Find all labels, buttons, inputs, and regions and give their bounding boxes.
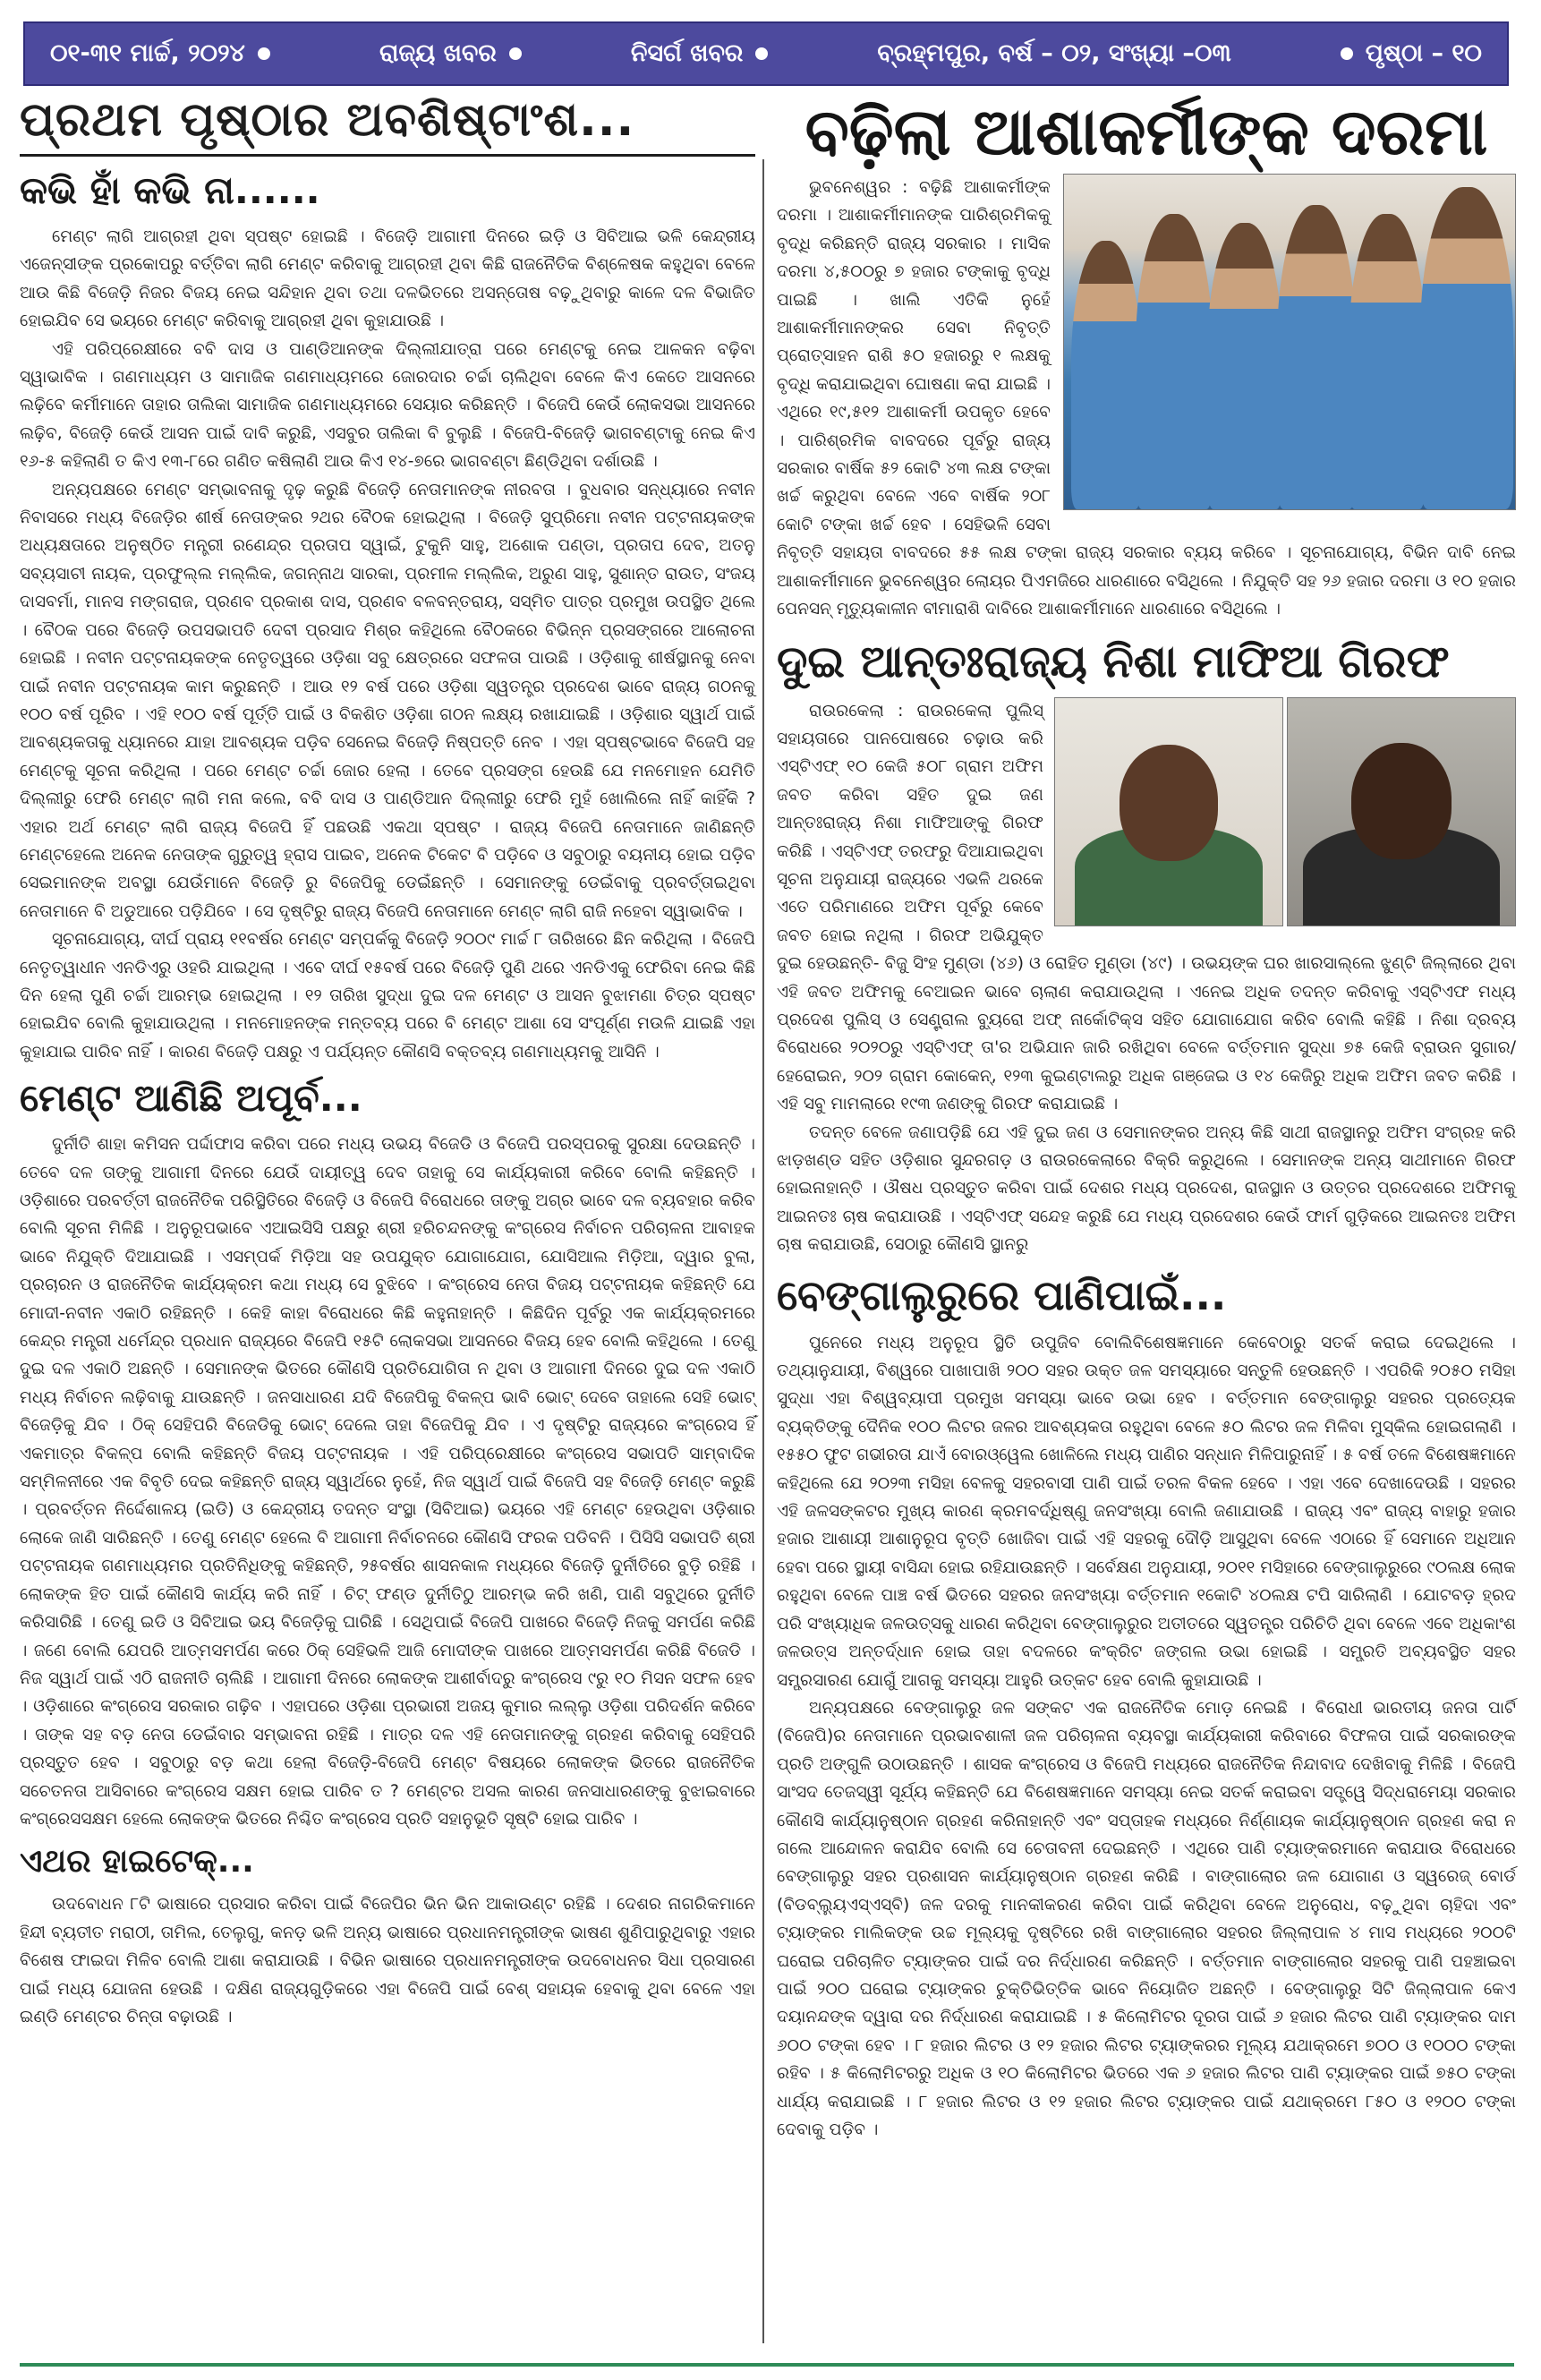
story-paragraph: ସୂଚନାଯୋଗ୍ୟ, ଦୀର୍ଘ ପ୍ରାୟ ୧୧ବର୍ଷର ମେଣ୍ଟ ସମ୍ପର୍କକୁ ବିଜେଡ଼ି ୨୦୦୯ ମାର୍ଚ୍ଚ ୮ ତାରିଖରେ ଛିନ କରିଥିଲା । ବିଜେପି ନେତୃତ୍ୱାଧୀନ ଏନଡିଏରୁ ଓହରି ଯାଇଥିଲା । ଏବେ ଦୀର୍ଘ ୧୫ବର୍ଷ ପରେ ବିଜେଡ଼ି ପୁଣି ଥରେ ଏନଡିଏକୁ ଫେରିବା ନେଇ କିଛି ଦିନ ହେଲା ପୁଣି ଚର୍ଚ୍ଚା ଆରମ୍ଭ ହୋଇଥିଲା । ୧୨ ତାରିଖ ସୁଦ୍ଧା ଦୁଇ ଦଳ ମେଣ୍ଟ ଓ ଆସନ ବୁଝାମଣା ଚିତ୍ର ସ୍ପଷ୍ଟ ହୋଇଯିବ ବୋଲି କୁହାଯାଉଥିଲା । ମନମୋହନଙ୍କ ମନ୍ତବ୍ୟ ପରେ ବି ମେଣ୍ଟ ଆଶା ସେ ସଂପୂର୍ଣ୍ଣ ମଉଳି ଯାଇଛି ଏହା କୁହାଯାଇ ପାରିବ ନାହିଁ । କାରଣ ବିଜେଡ଼ି ପକ୍ଷରୁ ଏ ପର୍ଯ୍ୟନ୍ତ କୌଣସି ବକ୍ତବ୍ୟ ଗଣମାଧ୍ୟମକୁ ଆସିନି । [20, 930, 755, 1062]
story-paragraph: ଉଦବୋଧନ ୮ଟି ଭାଷାରେ ପ୍ରସାର କରିବା ପାଇଁ ବିଜେପିର ଭିନ ଭିନ ଆକାଉଣ୍ଟ ରହିଛି । ଦେଶର ନାଗରିକମାନେ ହିନ୍ଦୀ ବ୍ୟତୀତ ମରାଠୀ, ତାମିଲ, ତେଲୁଗୁ, କନଡ଼ ଭଳି ଅନ୍ୟ ଭାଷାରେ ପ୍ରଧାନମନ୍ତ୍ରୀଙ୍କ ଭାଷଣ ଶୁଣିପାରୁଥିବାରୁ ଏହାର ବିଶେଷ ଫାଇଦା ମିଳିବ ବୋଲି ଆଶା କରାଯାଉଛି । ବିଭିନ ଭାଷାରେ ପ୍ରଧାନମନ୍ତ୍ରୀଙ୍କ ଉଦବୋଧନର ସିଧା ପ୍ରସାରଣ ପାଇଁ ମଧ୍ୟ ଯୋଜନା ହେଉଛି । ଦକ୍ଷିଣ ରାଜ୍ୟଗୁଡ଼ିକରେ ଏହା ବିଜେପି ପାଇଁ ବେଶ୍ ସହାୟକ ହେବାକୁ ଥିବା ବେଳେ ଏହା ଇଣ୍ଡି ମେଣ୍ଟର ଚିନ୍ତା ବଢ଼ାଉଛି । [20, 1895, 755, 2026]
left-column [20, 91, 755, 2031]
story-paragraph: ତଦନ୍ତ ବେଳେ ଜଣାପଡ଼ିଛି ଯେ ଏହି ଦୁଇ ଜଣ ଓ ସେମାନଙ୍କର ଅନ୍ୟ କିଛି ସାଥୀ ରାଜସ୍ଥାନରୁ ଅଫିମ ସଂଗ୍ରହ କରି ଝାଡ଼ଖଣ୍ଡ ସହିତ ଓଡ଼ିଶାର ସୁନ୍ଦରଗଡ଼ ଓ ରାଉରକେଲାରେ ବିକ୍ରି କରୁଥିଲେ । ସେମାନଙ୍କ ଅନ୍ୟ ସାଥୀମାନେ ଗିରଫ ହୋଇନାହାନ୍ତି । ଔଷଧ ପ୍ରସ୍ତୁତ କରିବା ପାଇଁ ଦେଶର ମଧ୍ୟ ପ୍ରଦେଶ, ରାଜସ୍ଥାନ ଓ ଉତ୍ତର ପ୍ରଦେଶରେ ଅଫିମକୁ ଆଇନତଃ ଚାଷ କରାଯାଉଛି । ଏସ୍‌ଟିଏଫ୍ ସନ୍ଦେହ କରୁଛି ଯେ ମଧ୍ୟ ପ୍ରଦେଶର କେଉଁ ଫାର୍ମ ଗୁଡ଼ିକରେ ଆଇନତଃ ଅଫିମ ଚାଷ କରାଯାଉଛି, ସେଠାରୁ କୌଣସି ସ୍ଥାନରୁ [777, 1122, 1516, 1255]
lead-headline: ବଢ଼ିଲା ଆଶାକର୍ମୀଙ୍କ ଦରମା [805, 94, 1488, 169]
story-paragraph: ଭୁବନେଶ୍ୱର : ବଢ଼ିଛି ଆଶାକର୍ମୀଙ୍କ ଦରମା । ଆଶାକର୍ମୀମାନଙ୍କ ପାରିଶ୍ରମିକକୁ ବୃଦ୍ଧି କରିଛନ୍ତି ରାଜ୍ୟ ସରକାର । ମାସିକ ଦରମା ୪,୫୦୦ରୁ ୭ ହଜାର ଟଙ୍କାକୁ ବୃଦ୍ଧି ପାଇଛି । ଖାଲି ଏତିକି ନୁହେଁ ଆଶାକର୍ମୀମାନଙ୍କର ସେବା ନିବୃତ୍ତି ପ୍ରୋତ୍ସାହନ ରାଶି ୫୦ ହଜାରରୁ ୧ ଲକ୍ଷକୁ ବୃଦ୍ଧି କରାଯାଇଥିବା ଘୋଷଣା କରା ଯାଇଛି । ଏଥିରେ ୧୯,୫୧୨ ଆଶାକର୍ମୀ ଉପକୃତ ହେବେ । ପାରିଶ୍ରମିକ ବାବଦରେ ପୂର୍ବରୁ ରାଜ୍ୟ ସରକାର ବାର୍ଷିକ ୫୨ କୋଟି ୪୩ ଲକ୍ଷ ଟଙ୍କା ଖର୍ଚ୍ଚ କରୁଥିବା ବେଳେ ଏବେ ବାର୍ଷିକ ୨୦୮ କୋଟି ଟଙ୍କା ଖର୍ଚ୍ଚ ହେବ । ସେହିଭଳି ସେବା ନିବୃତ୍ତି ସହାୟତା ବାବଦରେ ୫୫ ଲକ୍ଷ ଟଙ୍କା ରାଜ୍ୟ ସରକାର ବ୍ୟୟ କରିବେ । ସୂଚନାଯୋଗ୍ୟ, ବିଭିନ ଦାବି ନେଇ ଆଶାକର୍ମୀମାନେ ଭୁବନେଶ୍ୱର ଲୋୟର ପିଏମଜିରେ ଧାରଣାରେ ବସିଥିଲେ । ନିଯୁକ୍ତି ସହ ୨୬ ହଜାର ଦରମା ଓ ୧୦ ହଜାର ପେନସନ୍ ମୃତ୍ୟୁକାଳୀନ ବୀମାରାଶି ଦାବିରେ ଆଶାକର୍ମୀମାନେ ଧାରଣାରେ ବସିଥିଲେ । [777, 178, 1517, 619]
section-label: ନିସର୍ଗ ଖବର [630, 39, 744, 67]
bullet-icon [509, 47, 522, 60]
masthead-date [50, 39, 270, 68]
accused-photo-1 [1054, 697, 1283, 926]
person-figure [1071, 241, 1141, 509]
masthead [23, 21, 1509, 86]
story-title: ଏଥର ହାଇଟେକ୍... [20, 1843, 254, 1881]
person-figure [1207, 223, 1282, 509]
person-figure [1349, 214, 1426, 509]
column-divider [762, 159, 764, 2343]
face [1351, 743, 1452, 859]
story-paragraph: ଅନ୍ୟପକ୍ଷରେ ବେଙ୍ଗାଲୁରୁ ଜଳ ସଙ୍କଟ ଏକ ରାଜନୈତିକ ମୋଡ଼ ନେଇଛି । ବିରୋଧୀ ଭାରତୀୟ ଜନତା ପାର୍ଟି (ବିଜେପି)ର ନେତାମାନେ ପ୍ରଭାବଶାଳୀ ଜଳ ପରିଚାଳନା ବ୍ୟବସ୍ଥା କାର୍ଯ୍ୟକାରୀ କରିବାରେ ବିଫଳତା ପାଇଁ ସରକାରଙ୍କ ପ୍ରତି ଅଙ୍ଗୁଳି ଉଠାଉଛନ୍ତି । ଶାସକ କଂଗ୍ରେସ ଓ ବିଜେପି ମଧ୍ୟରେ ରାଜନୈତିକ ନିନ୍ଦାବାଦ ଦେଖିବାକୁ ମିଳିଛି । ବିଜେପି ସାଂସଦ ତେଜସ୍ୱୀ ସୂର୍ଯ୍ୟ କହିଛନ୍ତି ଯେ ବିଶେଷଜ୍ଞମାନେ ସମସ୍ୟା ନେଇ ସତର୍କ କରାଇବା ସତ୍ତ୍ୱେ ସିଦ୍ଧରାମେୟା ସରକାର କୌଣସି କାର୍ଯ୍ୟାନୁଷ୍ଠାନ ଗ୍ରହଣ କରିନାହାନ୍ତି ଏବଂ ସପ୍ତାହକ ମଧ୍ୟରେ ନିର୍ଣ୍ଣାୟକ କାର୍ଯ୍ୟାନୁଷ୍ଠାନ ଗ୍ରହଣ କରା ନ ଗଲେ ଆନ୍ଦୋଳନ କରାଯିବ ବୋଲି ସେ ଚେତାବନୀ ଦେଇଛନ୍ତି । ଏଥିରେ ପାଣି ଟ୍ୟାଙ୍କରମାନେ କରାଯାଉ ବିରୋଧରେ ବେଙ୍ଗାଲୁରୁ ସହର ପ୍ରଶାସନ କାର୍ଯ୍ୟାନୁଷ୍ଠାନ ଗ୍ରହଣ କରିଛି । ବାଙ୍ଗାଲୋର ଜଳ ଯୋଗାଣ ଓ ସ୍ୱରେଜ୍ ବୋର୍ଡ (ବିଡବ୍ଲ୍ୟୁଏସ୍‌ଏସ୍‌ବି) ଜଳ ଦରକୁ ମାନକୀକରଣ କରିବା ପାଇଁ କରିଥିବା ବେଳେ ଅନୁରୋଧ, ବଢ଼ୁଥିବା ଚାହିଦା ଏବଂ ଟ୍ୟାଙ୍କର ମାଲିକଙ୍କ ଉଚ୍ଚ ମୂଲ୍ୟକୁ ଦୃଷ୍ଟିରେ ରଖି ବାଙ୍ଗାଲୋର ସହରର ଜିଲ୍ଲାପାଳ ୪ ମାସ ମଧ୍ୟରେ ୨୦୦ଟି ଘରୋଇ ପରିଚାଳିତ ଟ୍ୟାଙ୍କର ପାଇଁ ଦର ନିର୍ଦ୍ଧାରଣ କରିଛନ୍ତି । ବର୍ତ୍ତମାନ ବାଙ୍ଗାଲୋର ସହରକୁ ପାଣି ପହଞ୍ଚାଇବା ପାଇଁ ୨୦୦ ଘରୋଇ ଟ୍ୟାଙ୍କର ଚୁକ୍ତିଭିତ୍ତିକ ଭାବେ ନିୟୋଜିତ ଅଛନ୍ତି । ବେଙ୍ଗାଲୁରୁ ସିଟି ଜିଲ୍ଲାପାଳ କେଏ ଦୟାନନ୍ଦଙ୍କ ଦ୍ୱାରା ଦର ନିର୍ଦ୍ଧାରଣ କରାଯାଇଛି । ୫ କିଲୋମିଟର ଦୂରତା ପାଇଁ ୬ ହଜାର ଲିଟର ପାଣି ଟ୍ୟାଙ୍କର ଦାମ ୬୦୦ ଟଙ୍କା ହେବ । ୮ ହଜାର ଲିଟର ଓ ୧୨ ହଜାର ଲିଟର ଟ୍ୟାଙ୍କରର ମୂଲ୍ୟ ଯଥାକ୍ରମେ ୭୦୦ ଓ ୧୦୦୦ ଟଙ୍କା ରହିବ । ୫ କିଲୋମିଟରରୁ ଅଧିକ ଓ ୧୦ କିଲୋମିଟର ଭିତରେ ଏକ ୬ ହଜାର ଲିଟର ପାଣି ଟ୍ୟାଙ୍କର ପାଇଁ ୭୫୦ ଟଙ୍କା ଧାର୍ଯ୍ୟ କରାଯାଇଛି । ୮ ହଜାର ଲିଟର ଓ ୧୨ ହଜାର ଲିଟର ଟ୍ୟାଙ୍କର ପାଇଁ ଯଥାକ୍ରମେ ୮୫୦ ଓ ୧୨୦୦ ଟଙ୍କା ଦେବାକୁ ପଡ଼ିବ । [777, 1698, 1516, 2139]
story-title: ଦୁଇ ଆନ୍ତଃରାଜ୍ୟ ନିଶା ମାଫିଆ ଗିରଫ [777, 635, 1450, 687]
person-figure [1136, 214, 1213, 509]
masthead-page [1341, 39, 1482, 68]
bullet-icon [755, 47, 768, 60]
mafia-story [777, 697, 1516, 1259]
person-figure [1277, 205, 1356, 509]
masthead-section-nature [631, 39, 768, 68]
lead-story [777, 174, 1516, 624]
face [1120, 745, 1218, 861]
issue-text: ବ୍ରହ୍ମପୁର, ବର୍ଷ – ୦୨, ସଂଖ୍ୟା –୦୩ [877, 39, 1231, 67]
story-title: କଭି ହାଁ କଭି ନା...... [20, 168, 320, 212]
story-paragraph: ଏହି ପରିପ୍ରେକ୍ଷୀରେ ବବି ଦାସ ଓ ପାଣ୍ଡିଆନଙ୍କ ଦିଲ୍ଲୀଯାତ୍ରା ପରେ ମେଣ୍ଟକୁ ନେଇ ଆଳକନ ବଢ଼ିବା ସ୍ୱାଭାବିକ । ଗଣମାଧ୍ୟମ ଓ ସାମାଜିକ ଗଣମାଧ୍ୟମରେ ଜୋରଦାର ଚର୍ଚ୍ଚା ଚାଲିଥିବା ବେଳେ କିଏ କେତେ ଆସନରେ ଲଢ଼ିବେ କର୍ମୀମାନେ ତାହାର ତାଲିକା ସାମାଜିକ ଗଣମାଧ୍ୟମରେ ସେୟାର କରିଛନ୍ତି । ବିଜେପି କେଉଁ ଲୋକସଭା ଆସନରେ ଲଢ଼ିବ, ବିଜେଡ଼ି କେଉଁ ଆସନ ପାଇଁ ଦାବି କରୁଛି, ଏସବୁର ତାଲିକା ବି ବୁଲୁଛି । ବିଜେପି-ବିଜେଡ଼ି ଭାଗବଣ୍ଟାକୁ ନେଇ କିଏ ୧୬-୫ କହିଲାଣି ତ କିଏ ୧୩-୮ରେ ଗଣିତ କଷିଲାଣି ଆଉ କିଏ ୧୪-୭ରେ ଭାଗବଣ୍ଟା ଛିଣ୍ଡିଥିବା ଦର୍ଶାଉଛି । [20, 339, 755, 472]
date-text: ୦୧-୩୧ ମାର୍ଚ୍ଚ, ୨୦୨୪ [50, 39, 245, 67]
accused-photo-2 [1287, 697, 1516, 926]
person-figure [1420, 187, 1513, 509]
masthead-issue [877, 39, 1230, 68]
accused-photos [1054, 697, 1516, 926]
story-paragraph: ଦୁର୍ନୀତି ଶାହା କମିସନ ପର୍ଦ୍ଦାଫାସ କରିବା ପରେ ମଧ୍ୟ ଉଭୟ ବିଜେଡି ଓ ବିଜେପି ପରସ୍ପରକୁ ସୁରକ୍ଷା ଦେଉଛନ୍ତି । ତେବେ ଦଳ ତାଙ୍କୁ ଆଗାମୀ ଦିନରେ ଯେଉଁ ଦାୟୀତ୍ୱ ଦେବ ତାହାକୁ ସେ କାର୍ଯ୍ୟକାରୀ କରିବେ ବୋଲି କହିଛନ୍ତି । ଓଡ଼ିଶାରେ ପରବର୍ତ୍ତୀ ରାଜନୈତିକ ପରିସ୍ଥିତିରେ ବିଜେଡ଼ି ଓ ବିଜେପି ବିରୋଧରେ ତାଙ୍କୁ ଅଗ୍ର ଭାବେ ଦଳ ବ୍ୟବହାର କରିବ ବୋଲି ସୂଚନା ମିଳିଛି । ଅନୁରୂପଭାବେ ଏଆଇସିସି ପକ୍ଷରୁ ଶ୍ରୀ ହରିଚନ୍ଦନଙ୍କୁ କଂଗ୍ରେସ ନିର୍ବାଚନ ପରିଚାଳନା ଆବାହକ ଭାବେ ନିଯୁକ୍ତି ଦିଆଯାଇଛି । ଏସମ୍ପର୍କ ମିଡ଼ିଆ ସହ ଉପଯୁକ୍ତ ଯୋଗାଯୋଗ, ଯୋସିଆଲ ମିଡ଼ିଆ, ଦ୍ୱାର ବୁଲା, ପ୍ରଚାରନ ଓ ରାଜନୈତିକ କାର୍ଯ୍ୟକ୍ରମ କଥା ମଧ୍ୟ ସେ ବୁଝିବେ । କଂଗ୍ରେସ ନେତା ବିଜୟ ପଟ୍ଟନାୟକ କହିଛନ୍ତି ଯେ ମୋଦୀ-ନବୀନ ଏକାଠି ରହିଛନ୍ତି । କେହି କାହା ବିରୋଧରେ କିଛି କହୁନାହାନ୍ତି । କିଛିଦିନ ପୂର୍ବରୁ ଏକ କାର୍ଯ୍ୟକ୍ରମରେ କେନ୍ଦ୍ର ମନ୍ତ୍ରୀ ଧର୍ମେନ୍ଦ୍ର ପ୍ରଧାନ ରାଜ୍ୟରେ ବିଜେପି ୧୫ଟି ଲୋକସଭା ଆସନରେ ବିଜୟ ହେବ ବୋଲି କହିଥିଲେ । ତେଣୁ ଦୁଇ ଦଳ ଏକାଠି ଅଛନ୍ତି । ସେମାନଙ୍କ ଭିତରେ କୌଣସି ପ୍ରତିଯୋଗିତା ନ ଥିବା ଓ ଆଗାମୀ ଦିନରେ ଦୁଇ ଦଳ ଏକାଠି ମଧ୍ୟ ନିର୍ବାଚନ ଲଢ଼ିବାକୁ ଯାଉଛନ୍ତି । ଜନସାଧାରଣ ଯଦି ବିଜେପିକୁ ବିକଳ୍ପ ଭାବି ଭୋଟ୍ ଦେବେ ତାହାଲେ ସେହି ଭୋଟ୍ ବିଜେଡ଼ିକୁ ଯିବ । ଠିକ୍ ସେହିପରି ବିଜେଡିକୁ ଭୋଟ୍ ଦେଲେ ତାହା ବିଜେପିକୁ ଯିବ । ଏ ଦୃଷ୍ଟିରୁ ରାଜ୍ୟରେ କଂଗ୍ରେସ ହିଁ ଏକମାତ୍ର ବିକଳ୍ପ ବୋଲି କହିଛନ୍ତି ବିଜୟ ପଟ୍ଟନାୟକ । ଏହି ପରିପ୍ରେକ୍ଷୀରେ କଂଗ୍ରେସ ସଭାପତି ସାମ୍ବାଦିକ ସମ୍ମିଳନୀରେ ଏକ ବିବୃତି ଦେଇ କହିଛନ୍ତି ରାଜ୍ୟ ସ୍ୱାର୍ଥରେ ନୁହେଁ, ନିଜ ସ୍ୱାର୍ଥ ପାଇଁ ବିଜେପି ସହ ବିଜେଡ଼ି ମେଣ୍ଟ କରୁଛି । ପ୍ରବର୍ତ୍ତନ ନିର୍ଦ୍ଦେଶାଳୟ (ଇଡି) ଓ କେନ୍ଦ୍ରୀୟ ତଦନ୍ତ ସଂସ୍ଥା (ସିବିଆଇ) ଭୟରେ ଏହି ମେଣ୍ଟ ହେଉଥିବା ଓଡ଼ିଶାର ଲୋକେ ଜାଣି ସାରିଛନ୍ତି । ତେଣୁ ମେଣ୍ଟ ହେଲେ ବି ଆଗାମୀ ନିର୍ବାଚନରେ କୌଣସି ଫରକ ପଡିବନି । ପିସିସି ସଭାପତି ଶ୍ରୀ ପଟ୍ଟନାୟକ ଗଣମାଧ୍ୟମର ପ୍ରତିନିଧିଙ୍କୁ କହିଛନ୍ତି, ୨୫ବର୍ଷର ଶାସନକାଳ ମଧ୍ୟରେ ବିଜେଡ଼ି ଦୁର୍ନୀତିରେ ବୁଡ଼ି ରହିଛି । ଲୋକଙ୍କ ହିତ ପାଇଁ କୌଣସି କାର୍ଯ୍ୟ କରି ନାହିଁ । ଚିଟ୍ ଫଣ୍ଡ ଦୁର୍ନୀତିଠୁ ଆରମ୍ଭ କରି ଖଣି, ପାଣି ସବୁଥିରେ ଦୁର୍ନୀତି କରିସାରିଛି । ତେଣୁ ଇଡି ଓ ସିବିଆଇ ଭୟ ବିଜେଡ଼ିକୁ ଘାରିଛି । ସେଥିପାଇଁ ବିଜେପି ପାଖରେ ବିଜେଡ଼ି ନିଜକୁ ସମର୍ପଣ କରିଛି । ଜଣେ ବୋଲି ଯେପରି ଆତ୍ମସମର୍ପଣ କରେ ଠିକ୍ ସେହିଭଳି ଆଜି ମୋଦୀଙ୍କ ପାଖରେ ଆତ୍ମସମର୍ପଣ କରିଛି ବିଜେଡି । ନିଜ ସ୍ୱାର୍ଥ ପାଇଁ ଏଠି ରାଜନୀତି ଚାଲିଛି । ଆଗାମୀ ଦିନରେ ଲୋକଙ୍କ ଆଶୀର୍ବାଦରୁ କଂଗ୍ରେସ ୯ରୁ ୧୦ ମିସନ ସଫଳ ହେବ । ଓଡ଼ିଶାରେ କଂଗ୍ରେସ ସରକାର ଗଢ଼ିବ । ଏହାପରେ ଓଡ଼ିଶା ପ୍ରଭାରୀ ଅଜୟ କୁମାର ଲଲ୍ଲୁ ଓଡ଼ିଶା ପରିଦର୍ଶନ କରିବେ । ତାଙ୍କ ସହ ବଡ଼ ନେତା ଡେଇଁବାର ସମ୍ଭାବନା ରହିଛି । ମାତ୍ର ଦଳ ଏହି ନେତାମାନଙ୍କୁ ଗ୍ରହଣ କରିବାକୁ ସେହିପରି ପ୍ରସ୍ତୁତ ହେବ । ସବୁଠାରୁ ବଡ଼ କଥା ହେଲା ବିଜେଡ଼ି-ବିଜେପି ମେଣ୍ଟ ବିଷୟରେ ଲୋକଙ୍କ ଭିତରେ ରାଜନୈତିକ ସଚେତନତା ଆସିବାରେ କଂଗ୍ରେସ ସକ୍ଷମ ହୋଇ ପାରିବ ତ ? ମେଣ୍ଟର ଅସଲ କାରଣ ଜନସାଧାରଣଙ୍କୁ ବୁଝାଇବାରେ କଂଗ୍ରେସସକ୍ଷମ ହେଲେ ଲୋକଙ୍କ ଭିତରେ ନିଶ୍ଚିତ କଂଗ୍ରେସ ପ୍ରତି ସହାନୁଭୂତି ସୃଷ୍ଟି ହୋଇ ପାରିବ । [20, 1135, 755, 1829]
story-title: ମେଣ୍ଟ ଆଣିଛି ଅପୂର୍ବ... [20, 1076, 362, 1121]
continuation-banner: ପ୍ରଥମ ପୃଷ୍ଠାର ଅବଶିଷ୍ଟାଂଶ... [20, 91, 755, 157]
story-paragraph: ମେଣ୍ଟ ଲାଗି ଆଗ୍ରହୀ ଥିବା ସ୍ପଷ୍ଟ ହୋଇଛି । ବିଜେଡ଼ି ଆଗାମୀ ଦିନରେ ଇଡ଼ି ଓ ସିବିଆଇ ଭଳି କେନ୍ଦ୍ରୀୟ ଏଜେନ୍ସୀଙ୍କ ପ୍ରକୋପରୁ ବର୍ତ୍ତିବା ଲାଗି ମେଣ୍ଟ କରିବାକୁ ଆଗ୍ରହୀ ଥିବା କିଛି ରାଜନୈତିକ ବିଶ୍ଳେଷକ କହୁଥିବା ବେଳେ ଆଉ କିଛି ବିଜେଡ଼ି ନିଜର ବିଜୟ ନେଇ ସନ୍ଦିହାନ ଥିବା ତଥା ଦଳଭିତରେ ଅସନ୍ତୋଷ ବଢ଼ୁଥିବାରୁ କାଳେ ଦଳ ବିଭାଜିତ ହୋଇଯିବ ସେ ଭୟରେ ମେଣ୍ଟ କରିବାକୁ ଆଗ୍ରହୀ ଥିବା କୁହାଯାଉଛି । [20, 227, 755, 331]
story-paragraph: ପୁନେରେ ମଧ୍ୟ ଅନୁରୂପ ସ୍ଥିତି ଉପୁଜିବ ବୋଲିବିଶେଷଜ୍ଞମାନେ କେବେଠାରୁ ସତର୍କ କରାଇ ଦେଇଥିଲେ । ତଥ୍ୟାନୁଯାୟୀ, ବିଶ୍ୱରେ ପାଖାପାଖି ୨୦୦ ସହର ଉକ୍ତ ଜଳ ସମସ୍ୟାରେ ସନ୍ତୁଳି ହେଉଛନ୍ତି । ଏପରିକି ୨୦୫୦ ମସିହା ସୁଦ୍ଧା ଏହା ବିଶ୍ୱବ୍ୟାପୀ ପ୍ରମୁଖ ସମସ୍ୟା ଭାବେ ଉଭା ହେବ । ବର୍ତ୍ତମାନ ବେଙ୍ଗାଲୁରୁ ସହରର ପ୍ରତ୍ୟେକ ବ୍ୟକ୍ତିଙ୍କୁ ଦୈନିକ ୧୦୦ ଲିଟର ଜଳର ଆବଶ୍ୟକତା ରହୁଥିବା ବେଳେ ୫୦ ଲିଟର ଜଳ ମିଳିବା ମୁସ୍କିଲ ହୋଇଗଲାଣି । ୧୫୫୦ ଫୁଟ ଗଭୀରତା ଯାଏଁ ବୋରଓ୍ୱେଲ ଖୋଳିଲେ ମଧ୍ୟ ପାଣିର ସନ୍ଧାନ ମିଳିପାରୁନାହିଁ । ୫ ବର୍ଷ ତଳେ ବିଶେଷଜ୍ଞମାନେ କହିଥିଲେ ଯେ ୨୦୨୩ ମସିହା ବେଳକୁ ସହରବାସୀ ପାଣି ପାଇଁ ତରଳ ବିକଳ ହେବେ । ଏହା ଏବେ ଦେଖାଦେଉଛି । ସହରର ଏହି ଜଳସଙ୍କଟର ମୁଖ୍ୟ କାରଣ କ୍ରମବର୍ଦ୍ଧିଷ୍ଣୁ ଜନସଂଖ୍ୟା ବୋଲି ଜଣାଯାଉଛି । ରାଜ୍ୟ ଏବଂ ରାଜ୍ୟ ବାହାରୁ ହଜାର ହଜାର ଆଶାୟୀ ଆଶାନୁରୂପ ବୃତ୍ତି ଖୋଜିବା ପାଇଁ ଏହି ସହରକୁ ଦୌଡ଼ି ଆସୁଥିବା ବେଳେ ଏଠାରେ ହିଁ ସେମାନେ ଅଧିଆନ ହେବା ପରେ ସ୍ଥାୟୀ ବାସିନ୍ଦା ହୋଇ ରହିଯାଉଛନ୍ତି । ସର୍ବେକ୍ଷଣ ଅନୁଯାୟୀ, ୨୦୧୧ ମସିହାରେ ବେଙ୍ଗାଲୁରୁରେ ୯୦ଲକ୍ଷ ଲୋକ ରହୁଥିବା ବେଳେ ପାଞ୍ଚ ବର୍ଷ ଭିତରେ ସହରର ଜନସଂଖ୍ୟା ବର୍ତ୍ତମାନ ୧କୋଟି ୪୦ଲକ୍ଷ ଟପି ସାରିଲାଣି । ଯୋଟବଡ଼ ହ୍ରଦ ପରି ସଂଖ୍ୟାଧିକ ଜଳଉତ୍ସକୁ ଧାରଣ କରିଥିବା ବେଙ୍ଗାଲୁରୁର ଅତୀତରେ ସ୍ୱତନ୍ତ୍ର ପରିଚିତି ଥିବା ବେଳେ ଏବେ ଅଧିକାଂଶ ଜଳଉତ୍ସ ଅନ୍ତର୍ଦ୍ଧାନ ହୋଇ ତାହା ବଦଳରେ କଂକ୍ରିଟ ଜଙ୍ଗଲ ଉଭା ହୋଇଛି । ସମ୍ପ୍ରତି ଅବ୍ୟବସ୍ଥିତ ସହର ସମ୍ପ୍ରସାରଣ ଯୋଗୁଁ ଆଗକୁ ସମସ୍ୟା ଆହୁରି ଉତ୍କଟ ହେବ ବୋଲି କୁହାଯାଉଛି । [777, 1333, 1516, 1690]
footer-rule [20, 2363, 1514, 2367]
story-title: ବେଙ୍ଗାଲୁରୁରେ ପାଣିପାଇଁ... [777, 1270, 1227, 1319]
story-paragraph: ଅନ୍ୟପକ୍ଷରେ ମେଣ୍ଟ ସମ୍ଭାବନାକୁ ଦୃଢ଼ କରୁଛି ବିଜେଡ଼ି ନେତାମାନଙ୍କ ନୀରବତା । ବୁଧବାର ସନ୍ଧ୍ୟାରେ ନବୀନ ନିବାସରେ ମଧ୍ୟ ବିଜେଡ଼ିର ଶୀର୍ଷ ନେତାଙ୍କର ୨ଥର ବୈଠକ ହୋଇଥିଲା । ବିଜେଡ଼ି ସୁପ୍ରିମୋ ନବୀନ ପଟ୍ଟନାୟକଙ୍କ ଅଧ୍ୟକ୍ଷତାରେ ଅନୁଷ୍ଠିତ ମନ୍ତ୍ରୀ ରଣେନ୍ଦ୍ର ପ୍ରତାପ ସ୍ୱାଇଁ, ଟୁକୁନି ସାହୁ, ଅଶୋକ ପଣ୍ଡା, ପ୍ରତାପ ଦେବ, ଅତନୁ ସବ୍ୟସାଚୀ ନାୟକ, ପ୍ରଫୁଲ୍ଲ ମଲ୍ଲିକ, ଜଗନ୍ନାଥ ସାରକା, ପ୍ରମୀଳ ମଲ୍ଲିକ, ଅରୁଣ ସାହୁ, ସୁଶାନ୍ତ ରାଉତ, ସଂଜୟ ଦାସବର୍ମା, ମାନସ ମଙ୍ଗରାଜ, ପ୍ରଣବ ପ୍ରକାଶ ଦାସ, ପ୍ରଣବ ବଳବନ୍ତରାୟ, ସସ୍ମିତ ପାତ୍ର ପ୍ରମୁଖ ଉପସ୍ଥିତ ଥିଲେ । ବୈଠକ ପରେ ବିଜେଡ଼ି ଉପସଭାପତି ଦେବୀ ପ୍ରସାଦ ମିଶ୍ର କହିଥିଲେ ବୈଠକରେ ବିଭିନ୍ନ ପ୍ରସଙ୍ଗରେ ଆଲୋଚନା ହୋଇଛି । ନବୀନ ପଟ୍ଟନାୟକଙ୍କ ନେତୃତ୍ୱରେ ଓଡ଼ିଶା ସବୁ କ୍ଷେତ୍ରରେ ସଫଳତା ପାଉଛି । ଓଡ଼ିଶାକୁ ଶୀର୍ଷସ୍ଥାନକୁ ନେବା ପାଇଁ ନବୀନ ପଟ୍ଟନାୟକ କାମ କରୁଛନ୍ତି । ଆଉ ୧୨ ବର୍ଷ ପରେ ଓଡ଼ିଶା ସ୍ୱତନ୍ତ୍ର ପ୍ରଦେଶ ଭାବେ ରାଜ୍ୟ ଗଠନକୁ ୧୦୦ ବର୍ଷ ପୂରିବ । ଏହି ୧୦୦ ବର୍ଷ ପୂର୍ତ୍ତି ପାଇଁ ଓ ବିକଶିତ ଓଡ଼ିଶା ଗଠନ ଲକ୍ଷ୍ୟ ରଖାଯାଇଛି । ଓଡ଼ିଶାର ସ୍ୱାର୍ଥ ପାଇଁ ଆବଶ୍ୟକତାକୁ ଧ୍ୟାନରେ ଯାହା ଆବଶ୍ୟକ ପଡ଼ିବ ସେନେଇ ବିଜେଡ଼ି ନିଷ୍ପତ୍ତି ନେବ । ଏହା ସ୍ପଷ୍ଟଭାବେ ବିଜେପି ସହ ମେଣ୍ଟକୁ ସୂଚନା କରିଥିଲା । ପରେ ମେଣ୍ଟ ଚର୍ଚ୍ଚା ଜୋର ହେଲା । ତେବେ ପ୍ରସଙ୍ଗ ହେଉଛି ଯେ ମନମୋହନ ଯେମିତି ଦିଲ୍ଲୀରୁ ଫେରି ମେଣ୍ଟ ଲାଗି ମନା କଲେ, ବବି ଦାସ ଓ ପାଣ୍ଡିଆନ ଦିଲ୍ଲୀରୁ ଫେରି ମୁହଁ ଖୋଲିଲେ ନାହିଁ କାହିଁକି ? ଏହାର ଅର୍ଥ ମେଣ୍ଟ ଲାଗି ରାଜ୍ୟ ବିଜେପି ହିଁ ପଛଉଛି ଏକଥା ସ୍ପଷ୍ଟ । ରାଜ୍ୟ ବିଜେପି ନେତାମାନେ ଜାଣିଛନ୍ତି ମେଣ୍ଟହେଲେ ଅନେକ ନେତାଙ୍କ ଗୁରୁତ୍ୱ ହ୍ରାସ ପାଇବ, ଅନେକ ଟିକେଟ ବି ପଡ଼ିବେ ଓ ସବୁଠାରୁ ବୟନୀୟ ହୋଇ ପଡ଼ିବ ସେଇମାନଙ୍କ ଅବସ୍ଥା ଯେଉଁମାନେ ବିଜେଡ଼ି ରୁ ବିଜେପିକୁ ଡେଇଁଛନ୍ତି । ସେମାନଙ୍କୁ ଡେଇଁବାକୁ ପ୍ରବର୍ତ୍ତାଇଥିବା ନେତାମାନେ ବି ଅଡୁଆରେ ପଡ଼ିଯିବେ । ସେ ଦୃଷ୍ଟିରୁ ରାଜ୍ୟ ବିଜେପି ନେତାମାନେ ମେଣ୍ଟ ଲାଗି ରାଜି ନହେବା ସ୍ୱାଭାବିକ । [20, 480, 755, 921]
story-paragraph: ରାଉରକେଲା : ରାଉରକେଲା ପୁଲିସ୍ ସହାୟତାରେ ପାନପୋଷରେ ଚଢ଼ାଉ କରି ଏସ୍‌ଟିଏଫ୍ ୧୦ କେଜି ୫୦୮ ଗ୍ରାମ ଅଫିମ ଜବତ କରିବା ସହିତ ଦୁଇ ଜଣ ଆନ୍ତଃରାଜ୍ୟ ନିଶା ମାଫିଆଙ୍କୁ ଗିରଫ କରିଛି । ଏସ୍‌ଟିଏଫ୍ ତରଫରୁ ଦିଆଯାଇଥିବା ସୂଚନା ଅନୁଯାୟୀ ରାଜ୍ୟରେ ଏଭଳି ଥରକେ ଏତେ ପରିମାଣରେ ଅଫିମ ପୂର୍ବରୁ କେବେ ଜବତ ହୋଇ ନଥିଲା । ଗିରଫ ଅଭିଯୁକ୍ତ ଦୁଇ ହେଉଛନ୍ତି- ବିଜୁ ସିଂହ ମୁଣ୍ଡା (୪୬) ଓ ରୋହିତ ମୁଣ୍ଡା (୪୯) । ଉଭୟଙ୍କ ଘର ଖାରସାଲ୍ଲେ ଝୁଣ୍ଟି ଜିଲ୍ଲାରେ ଥିବା ଏହି ଜବତ ଅଫିମକୁ ବେଆଇନ ଭାବେ ଚାଲାଣ କରାଯାଉଥିଲା । ଏନେଇ ଅଧିକ ତଦନ୍ତ କରିବାକୁ ଏସ୍‌ଟିଏଫ ମଧ୍ୟ ପ୍ରଦେଶ ପୁଲିସ୍ ଓ ସେଣ୍ଟ୍ରାଲ ବ୍ୟୁରୋ ଅଫ୍ ନାର୍କୋଟିକ୍‌ସ ସହିତ ଯୋଗାଯୋଗ କରିବ ବୋଲି କହିଛି । ନିଶା ଦ୍ରବ୍ୟ ବିରୋଧରେ ୨୦୨୦ରୁ ଏସ୍‌ଟିଏଫ୍ ତା'ର ଅଭିଯାନ ଜାରି ରଖିଥିବା ବେଳେ ବର୍ତ୍ତମାନ ସୁଦ୍ଧା ୭୫ କେଜି ବ୍ରାଉନ ସୁଗାର/ହେରୋଇନ, ୨୦୨ ଗ୍ରାମ କୋକେନ୍, ୧୨୩ କୁଇଣ୍ଟାଲରୁ ଅଧିକ ଗଞ୍ଜେଇ ଓ ୧୪ କେଜିରୁ ଅଧିକ ଅଫିମ ଜବତ କରିଛି । ଏହି ସବୁ ମାମଲାରେ ୧୯୩ ଜଣଙ୍କୁ ଗିରଫ କରାଯାଇଛି । [777, 701, 1516, 1114]
right-column [777, 91, 1516, 2144]
asha-workers-photo [1063, 174, 1516, 510]
bullet-icon [258, 47, 270, 60]
masthead-section-state [379, 39, 522, 68]
section-label: ରାଜ୍ୟ ଖବର [379, 39, 497, 67]
bullet-icon [1341, 47, 1353, 60]
page-number: ପୃଷ୍ଠା – ୧୦ [1365, 39, 1482, 67]
